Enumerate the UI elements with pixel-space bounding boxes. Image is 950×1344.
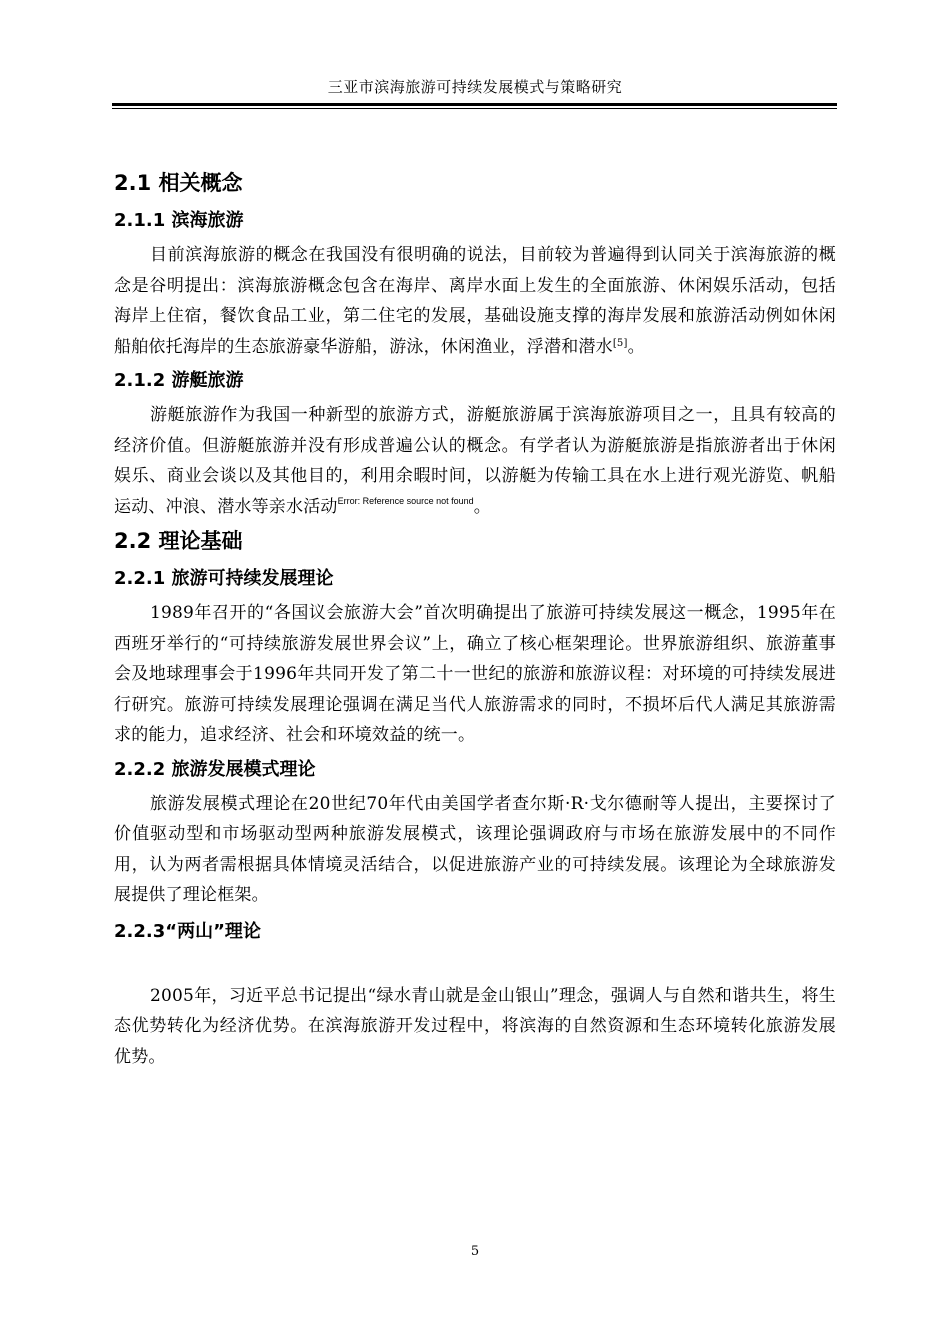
paragraph-coastal-tourism xyxy=(114,240,836,362)
subsection-heading-2-2-2: 2.2.2 旅游发展模式理论 xyxy=(114,758,316,780)
paragraph-two-mountains-theory: 2005年，习近平总书记提出“绿水青山就是金山银山”理念，强调人与自然和谐共生，将生态优势转化为经济优势。在滨海旅游开发过程中，将滨海的自然资源和生态环境转化旅游发展优势。 xyxy=(114,985,836,1067)
paragraph-text: 游艇旅游作为我国一种新型的旅游方式，游艇旅游属于滨海旅游项目之一，且具有较高的经济价值。但游艇旅游并没有形成普遍公认的概念。有学者认为游艇旅游是指旅游者出于休闲娱乐、商业会谈以及其他目的，利用余暇时间，以游艇为传输工具在水上进行观光游览、帆船运动、冲浪、潜水等亲水活动 xyxy=(114,405,836,517)
paragraph-end: 。 xyxy=(627,336,645,357)
subsection-heading-2-2-3: 2.2.3“两山”理论 xyxy=(114,920,261,942)
running-header: 三亚市滨海旅游可持续发展模式与策略研究 xyxy=(327,78,623,96)
page-content xyxy=(114,166,836,1072)
header-rule-thin xyxy=(112,108,837,109)
subsection-heading-2-2-1: 2.2.1 旅游可持续发展理论 xyxy=(114,568,334,589)
page-number: 5 xyxy=(470,1244,480,1259)
subsection-heading-2-1-2: 2.1.2 游艇旅游 xyxy=(114,370,244,391)
paragraph-sustainable-theory: 1989年召开的“各国议会旅游大会”首次明确提出了旅游可持续发展这一概念，1995年在西班牙举行的“可持续旅游发展世界会议”上，确立了核心框架理论。世界旅游组织、旅游董事会及地球理事会于1996年共同开发了第二十一世纪的旅游和旅游议程：对环境的可持续发展进行研究。旅游可持续发展理论强调在满足当代人旅游需求的同时，不损坏后代人满足其旅游需求的能力，追求经济、社会和环境效益的统一。 xyxy=(114,603,836,745)
section-heading-2-2: 2.2 理论基础 xyxy=(114,529,243,553)
blank-line xyxy=(114,951,836,981)
citation-marker: [5] xyxy=(612,337,628,349)
section-heading-2-1: 2.1 相关概念 xyxy=(114,171,243,195)
paragraph-text: 目前滨海旅游的概念在我国没有很明确的说法，目前较为普遍得到认同关于滨海旅游的概念是谷明提出：滨海旅游概念包含在海岸、离岸水面上发生的全面旅游、休闲娱乐活动，包括海岸上住宿，餐饮食品工业，第二住宅的发展，基础设施支撑的海岸发展和旅游活动例如休闲船舶依托海岸的生态旅游豪华游船，游泳，休闲渔业，浮潜和潜水 xyxy=(114,245,836,357)
citation-error-marker: Error: Reference source not found xyxy=(337,495,474,506)
paragraph-yacht-tourism xyxy=(114,400,836,522)
paragraph-end: 。 xyxy=(473,496,491,517)
paragraph-development-model-theory: 旅游发展模式理论在20世纪70年代由美国学者查尔斯·R·戈尔德耐等人提出，主要探讨了价值驱动型和市场驱动型两种旅游发展模式，该理论强调政府与市场在旅游发展中的不同作用，认为两者需根据具体情境灵活结合，以促进旅游产业的可持续发展。该理论为全球旅游发展提供了理论框架。 xyxy=(114,793,836,905)
header-rule-thick xyxy=(112,103,837,106)
subsection-heading-2-1-1: 2.1.1 滨海旅游 xyxy=(114,210,244,231)
